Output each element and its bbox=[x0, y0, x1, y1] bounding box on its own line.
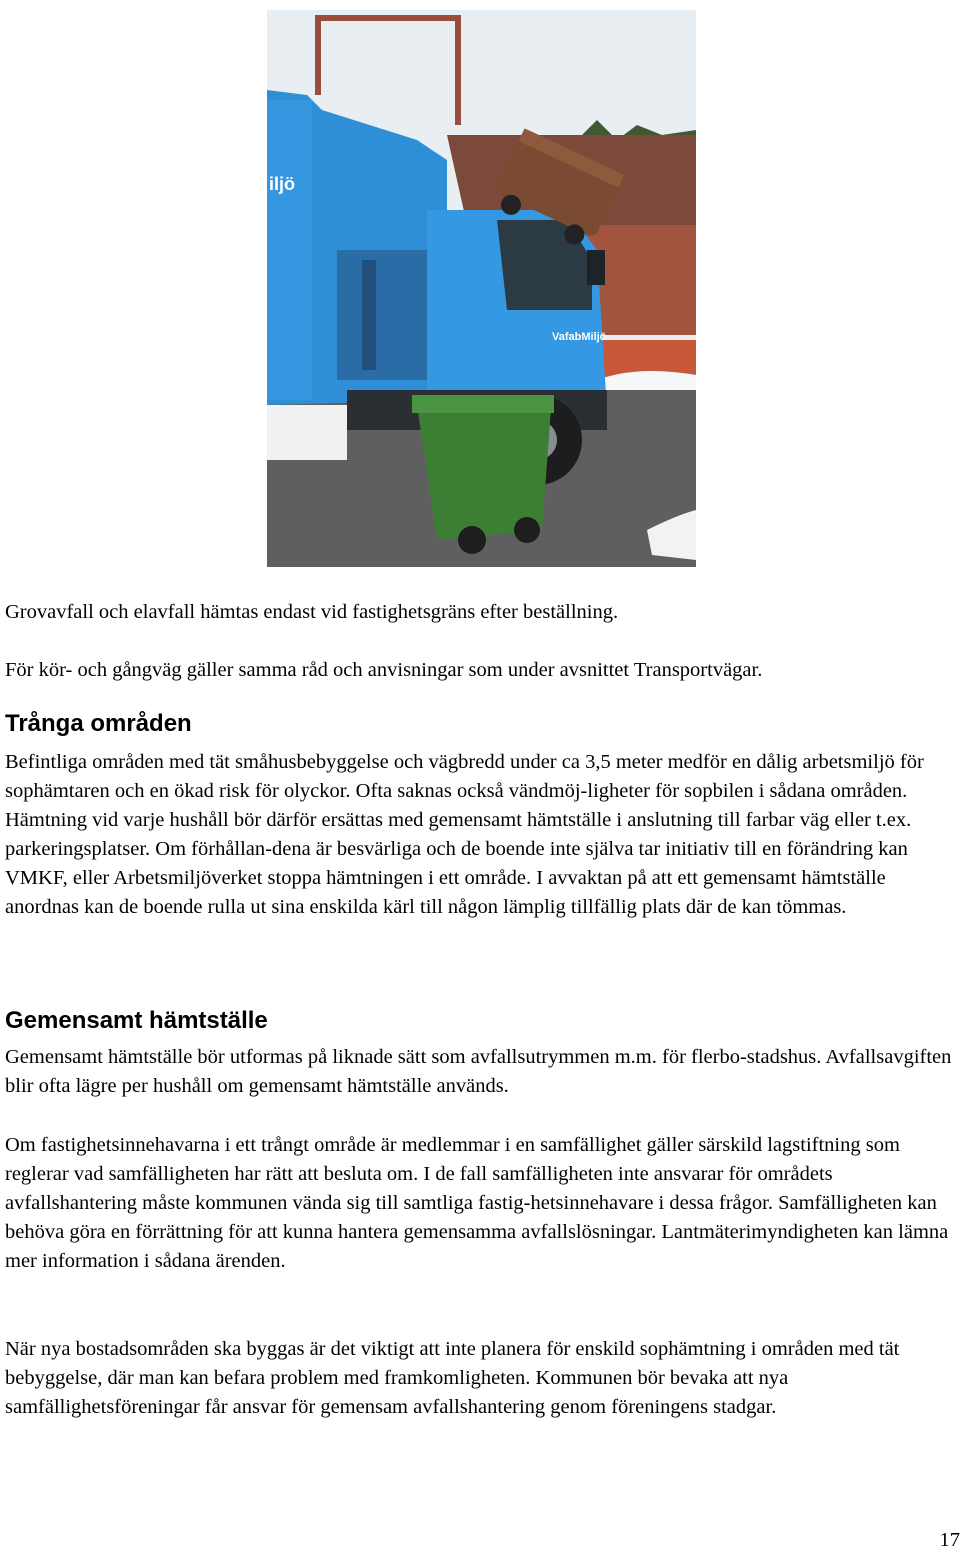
section1-paragraph: Befintliga områden med tät småhusbebyggelse och vägbredd under ca 3,5 meter medför en dålig arbetsmiljö för sophämtaren och en ökad risk för olyckor. Ofta saknas också vändmöj-ligheter för sopbilen i sådana områden. Hämtning vid varje hushåll bör därför ersättas med gemensamt hämtställe i anslutning till farbar väg eller t.ex. parkeringsplatser. Om förhållan-dena är besvärliga och de boende inte själva tar initiativ till en förändring kan VMKF, eller Arbetsmiljöverket stoppa hämtningen i ett område. I avvaktan på att ett gemensamt hämtställe anordnas kan de boende rulla ut sina enskilda kärl till någon lämplig tillfällig plats där de kan tömmas. bbox=[5, 748, 960, 922]
truck-logo-text: VafabMiljö bbox=[552, 331, 607, 343]
section-heading-gemensamt-hamtstalle: Gemensamt hämtställe bbox=[5, 1006, 268, 1036]
intro-paragraph-1: Grovavfall och elavfall hämtas endast vid fastighetsgräns efter beställning. bbox=[5, 598, 960, 627]
section2-paragraph-1: Gemensamt hämtställe bör utformas på liknade sätt som avfallsutrymmen m.m. för flerbo-stadshus. Avfallsavgiften blir ofta lägre per hushåll om gemensamt hämtställe används. bbox=[5, 1043, 960, 1101]
intro-paragraph-2: För kör- och gångväg gäller samma råd och anvisningar som under avsnittet Transportvägar. bbox=[5, 656, 960, 685]
page-number: 17 bbox=[940, 1526, 960, 1554]
garbage-truck-photo bbox=[267, 10, 696, 567]
section2-paragraph-2: Om fastighetsinnehavarna i ett trångt område är medlemmar i en samfällighet gäller särskild lagstiftning som reglerar vad samfälligheten har rätt att besluta om. I de fall samfälligheten inte ansvarar för områdets avfallshantering måste kommunen vända sig till samtliga fastig-hetsinnehavare i dessa frågor. Samfälligheten kan behöva göra en förrättning för att kunna hantera gemensamma avfallslösningar. Lantmäterimyndigheten kan lämna mer information i sådana ärenden. bbox=[5, 1131, 960, 1276]
garbage-truck-illustration bbox=[267, 10, 696, 567]
section2-paragraph-3: När nya bostadsområden ska byggas är det viktigt att inte planera för enskild sophämtning i områden med tät bebyggelse, där man kan befara problem med framkomligheten. Kommunen bör bevaka att nya samfällighetsföreningar får ansvar för gemensam avfallshantering genom föreningens stadgar. bbox=[5, 1335, 960, 1422]
truck-side-text: iljö bbox=[269, 174, 295, 194]
section-heading-trange-omraden: Trånga områden bbox=[5, 709, 192, 739]
